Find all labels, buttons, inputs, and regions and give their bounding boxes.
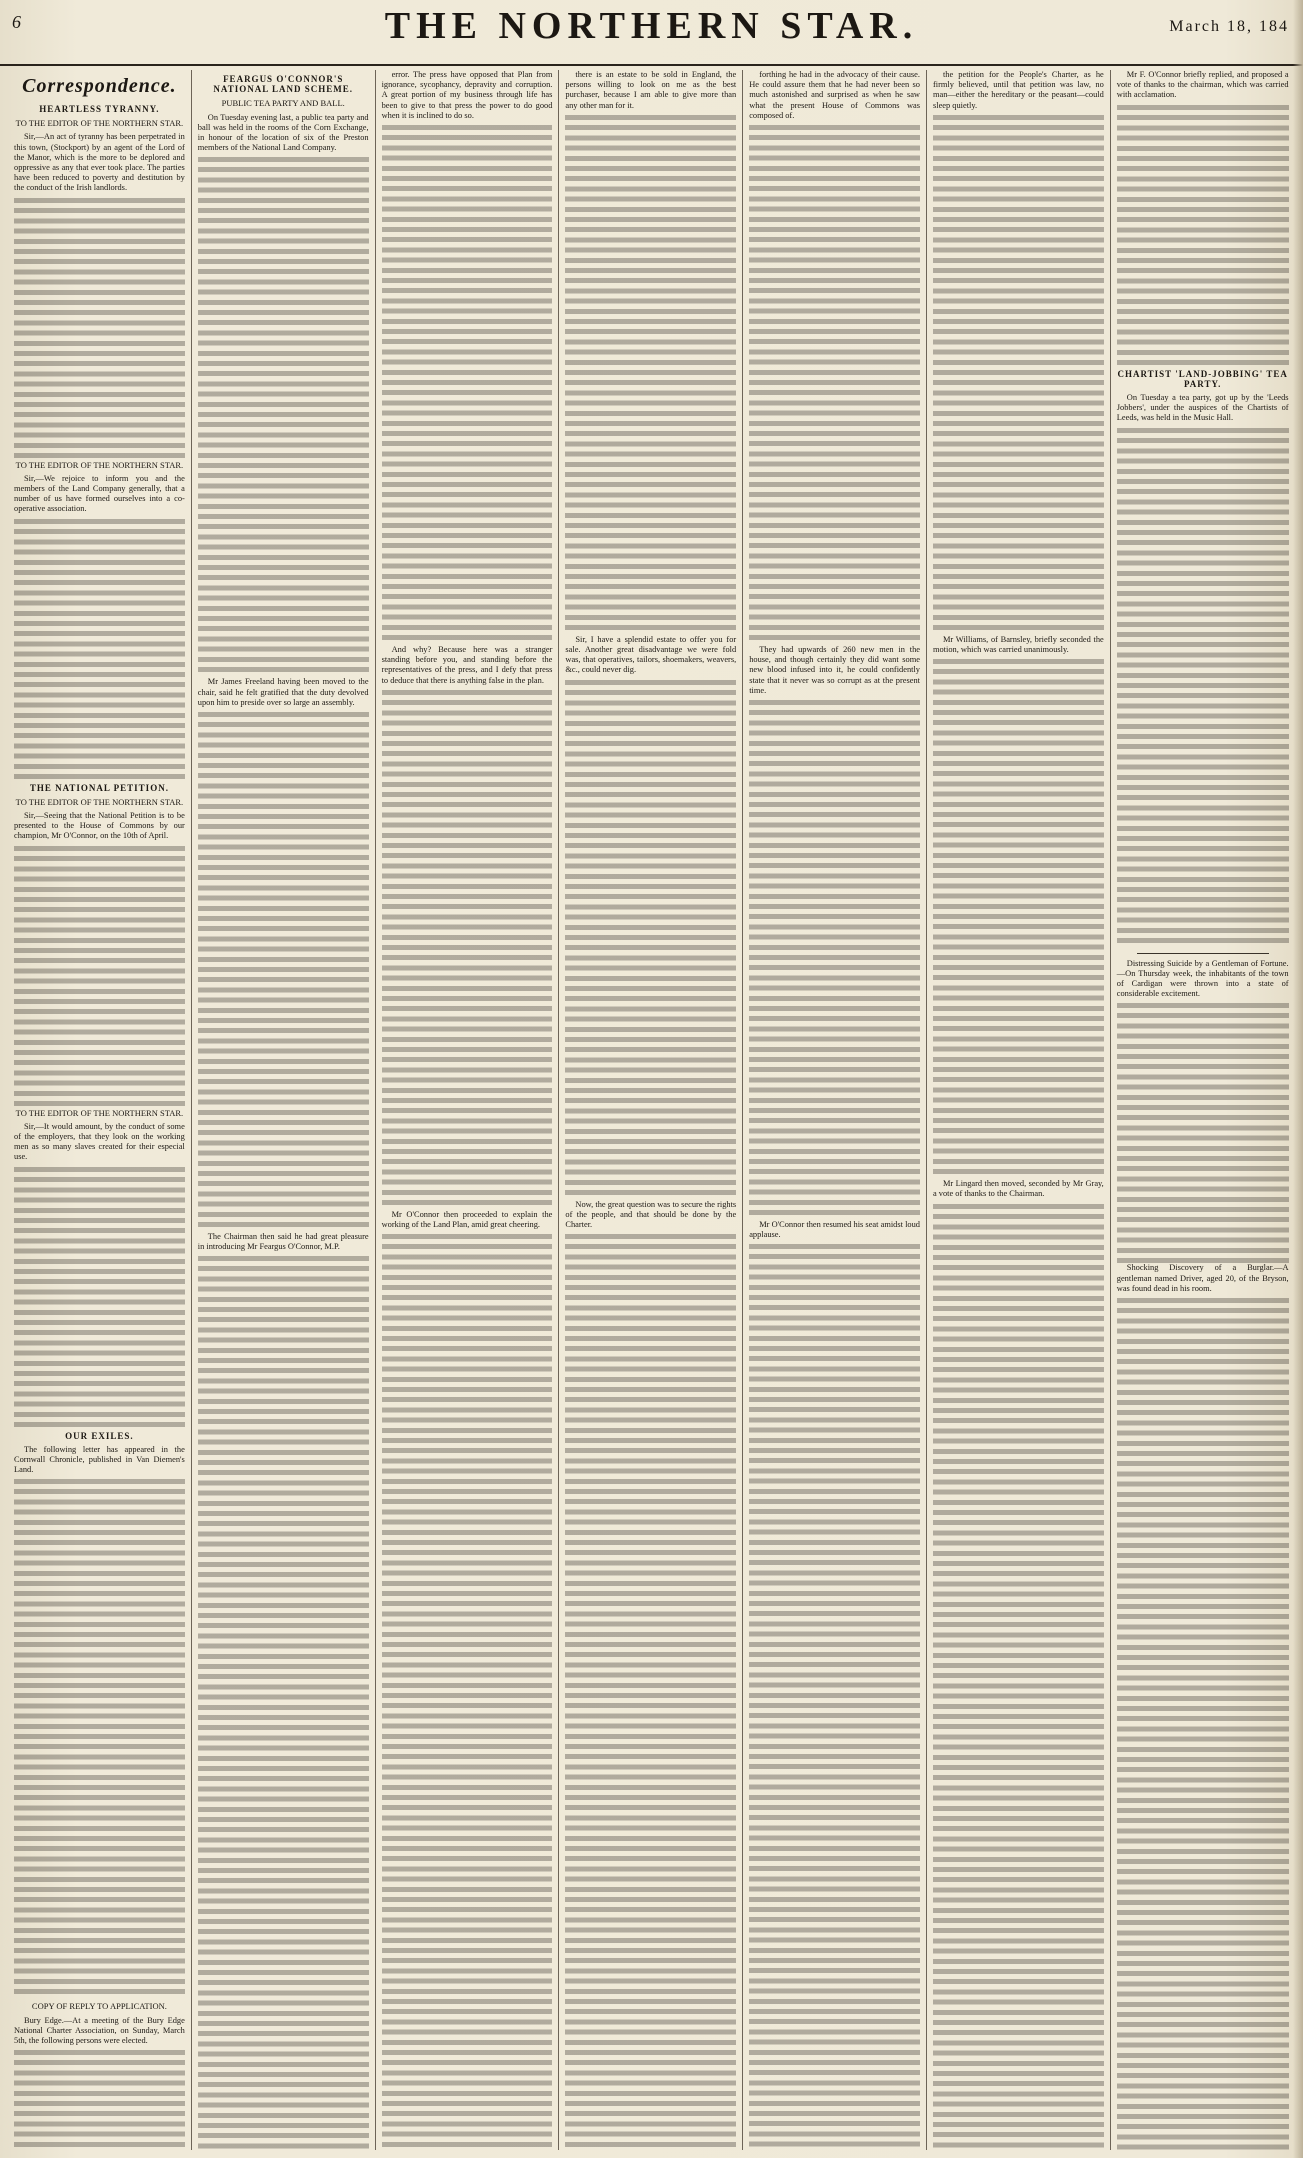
body-text-lines	[14, 2050, 185, 2150]
section-title: CHARTIST 'LAND-JOBBING' TEA PARTY.	[1117, 368, 1288, 389]
section-title: HEARTLESS TYRANNY.	[39, 104, 160, 114]
article-text: Mr Williams, of Barnsley, briefly seconded the motion, which was carried unanimously.	[932, 634, 1104, 655]
article-text: Mr Lingard then moved, seconded by Mr Gray, a vote of thanks to the Chairman.	[932, 1179, 1104, 1199]
column-1	[8, 70, 192, 2150]
addressee-line: TO THE EDITOR OF THE NORTHERN STAR.	[15, 118, 184, 129]
article-text: Distressing Suicide by a Gentleman of Fortune.—On Thursday week, the inhabitants of the town of Cardigan were thrown into a state of considerable excitement.	[1116, 958, 1289, 999]
body-text-lines	[749, 125, 920, 645]
section-title: THE NATIONAL PETITION.	[29, 782, 169, 793]
article-text: Sir,—An act of tyranny has been perpetrated in this town, (Stockport) by an agent of the Lord of the Manor, which is the more to be deplored and oppressive as any that ever took place. The parties have been reduced to poverty and destitution by the conduct of the Irish landlords.	[14, 132, 185, 193]
column-6	[927, 70, 1111, 2150]
masthead	[0, 0, 1303, 66]
article-text: Mr James Freeland having been moved to the chair, said he felt gratified that the duty devolved upon him to preside over so large an assembly.	[197, 677, 369, 707]
body-text-lines	[933, 659, 1104, 1179]
body-text-lines	[565, 680, 736, 1200]
divider	[1137, 953, 1269, 954]
article-text: Sir,—It would amount, by the conduct of some of the employers, that they look on the working men as so many slaves created for their especial use.	[14, 1121, 185, 1162]
body-text-lines	[14, 846, 185, 1106]
addressee-line: TO THE EDITOR OF THE NORTHERN STAR.	[15, 796, 184, 807]
columns	[8, 70, 1295, 2150]
body-text-lines	[1117, 1298, 1289, 2150]
body-text-lines	[933, 115, 1104, 635]
article-text: Sir, I have a splendid estate to offer you for sale. Another great disadvantage we were fold was, that operatives, tailors, shoemakers, weavers, &c., could never dig.	[565, 634, 737, 675]
addressee-line: TO THE EDITOR OF THE NORTHERN STAR.	[15, 1107, 184, 1118]
body-text-lines	[1117, 428, 1289, 948]
column-heading: FEARGUS O'CONNOR'S NATIONAL LAND SCHEME.	[213, 74, 353, 95]
newspaper-title: THE NORTHERN STAR.	[384, 5, 919, 47]
article-text: Bury Edge.—At a meeting of the Bury Edge National Charter Association, on Sunday, March 5th, the following persons were elected.	[14, 2015, 185, 2046]
body-text-lines	[749, 1244, 920, 2150]
article-text: Sir,—Seeing that the National Petition is to be presented to the House of Commons by our champion, Mr O'Connor, on the 10th of April.	[14, 811, 185, 841]
article-text: Mr O'Connor then resumed his seat amidst loud applause.	[749, 1220, 920, 1240]
article-text: Now, the great question was to secure the rights of the people, and that should be done by the Charter.	[565, 1199, 737, 1230]
body-text-lines	[933, 1204, 1104, 2150]
column-4	[559, 70, 743, 2150]
addressee-line: COPY OF REPLY TO APPLICATION.	[31, 2001, 167, 2012]
body-text-lines	[1117, 105, 1289, 365]
section-title: PUBLIC TEA PARTY AND BALL.	[221, 98, 345, 109]
body-text-lines	[382, 690, 553, 1210]
article-text: On Tuesday a tea party, got up by the 'Leeds Jobbers', under the auspices of the Chartists of Leeds, was held in the Music Hall.	[1116, 393, 1289, 423]
article-text: error. The press have opposed that Plan from ignorance, sycophancy, depravity and corruption. A great portion of my business through life has been to give to that press the power to do good when it is inclined to do so.	[381, 70, 553, 120]
column-2	[192, 70, 376, 2150]
body-text-lines	[749, 700, 920, 1220]
body-text-lines	[14, 519, 185, 779]
page-number: 6	[12, 12, 21, 32]
article-text: They had upwards of 260 new men in the house, and though certainly they did want some new blood infused into it, he could confidently state that it never was so corrupt as at the present time.	[749, 645, 920, 695]
column-heading: Correspondence.	[22, 75, 177, 97]
column-5	[743, 70, 927, 2150]
addressee-line: TO THE EDITOR OF THE NORTHERN STAR.	[15, 459, 184, 470]
body-text-lines	[198, 157, 369, 677]
article-text: The Chairman then said he had great pleasure in introducing Mr Feargus O'Connor, M.P.	[197, 1232, 369, 1252]
body-text-lines	[14, 198, 185, 458]
article-text: the petition for the People's Charter, as he firmly believed, until that petition was law, no man—either the hereditary or the peasant—could sleep quietly.	[932, 70, 1104, 110]
body-text-lines	[198, 1256, 369, 2150]
body-text-lines	[1117, 1003, 1289, 1263]
article-text: Sir,—We rejoice to inform you and the members of the Land Company generally, that a number of us have formed ourselves into a co-operative association.	[14, 473, 185, 514]
column-3	[376, 70, 560, 2150]
article-text: there is an estate to be sold in England, the persons willing to look on me as the best purchaser, because I am able to give more than any other man for it.	[565, 70, 737, 110]
body-text-lines	[382, 1234, 553, 2150]
body-text-lines	[198, 712, 369, 1232]
section-title: OUR EXILES.	[65, 1430, 134, 1441]
body-text-lines	[14, 1167, 185, 1427]
article-text: And why? Because here was a stranger standing before you, and standing before the representatives of the press, and I defy that press to deduce that there is anything false in the plan.	[381, 645, 553, 685]
body-text-lines	[382, 125, 553, 645]
article-text: Mr F. O'Connor briefly replied, and proposed a vote of thanks to the chairman, which was carried with acclamation.	[1116, 70, 1289, 100]
article-text: forthing he had in the advocacy of their cause. He could assure them that he had never been so much astonished and surprised as when he saw what the present House of Commons was composed of.	[749, 70, 920, 120]
body-text-lines	[565, 1234, 736, 2150]
article-text: The following letter has appeared in the Cornwall Chronicle, published in Van Diemen's Land.	[14, 1444, 185, 1475]
page-edge-shadow	[1293, 0, 1303, 2158]
body-text-lines	[565, 115, 736, 635]
column-7	[1111, 70, 1295, 2150]
body-text-lines	[14, 1479, 185, 1999]
article-text: On Tuesday evening last, a public tea party and ball was held in the rooms of the Corn Exchange, in honour of the location of six of the Preston members of the National Land Company.	[197, 112, 369, 153]
article-text: Mr O'Connor then proceeded to explain the working of the Land Plan, amid great cheering.	[381, 1209, 553, 1230]
article-text: Shocking Discovery of a Burglar.—A gentleman named Driver, aged 20, of the Bryson, was found dead in his room.	[1116, 1263, 1289, 1293]
issue-date: March 18, 184	[1169, 18, 1289, 35]
